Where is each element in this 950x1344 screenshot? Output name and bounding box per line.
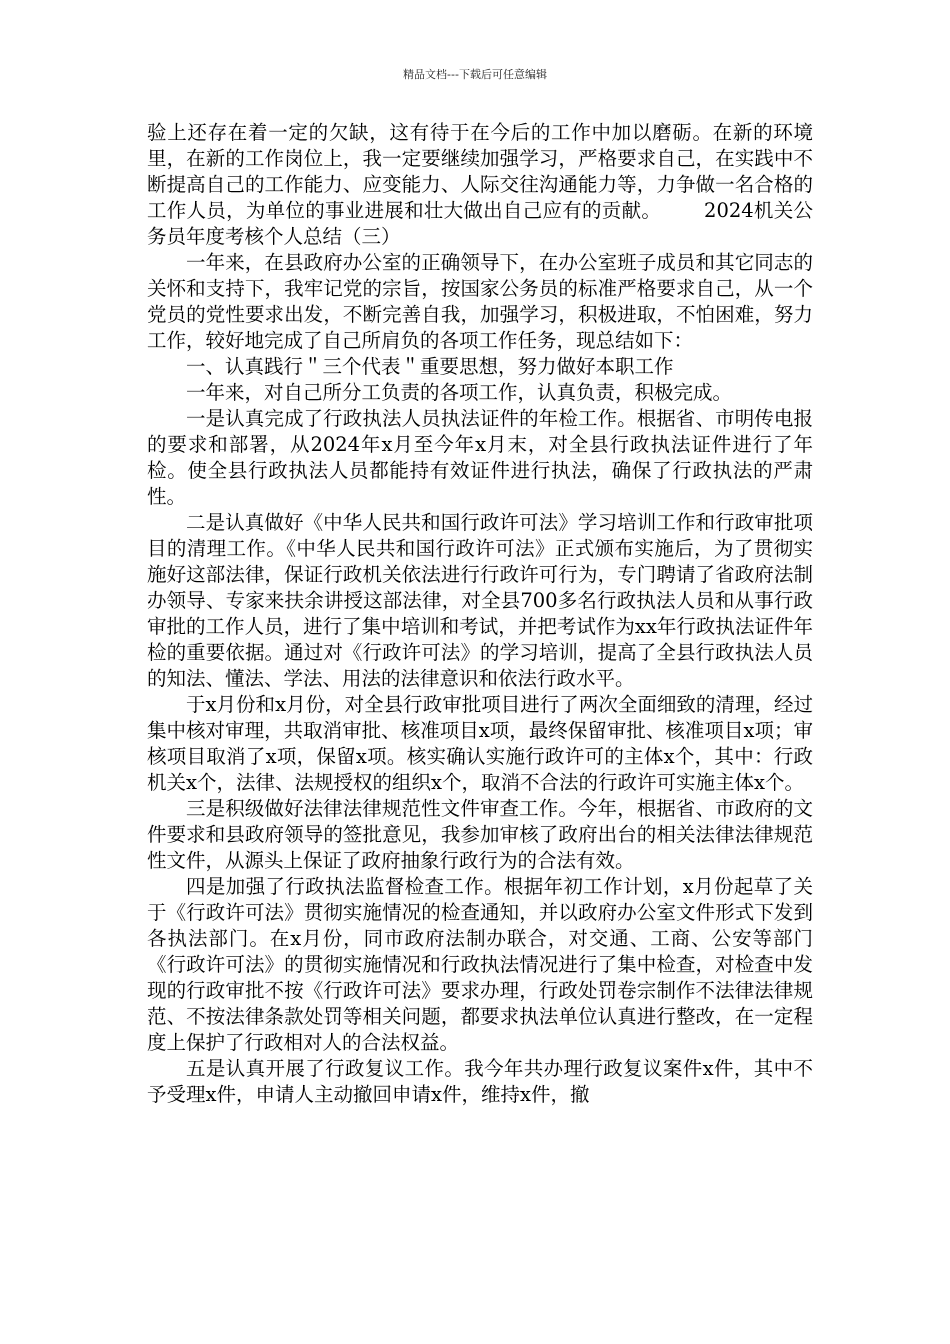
heading-1: 一、认真践行＂三个代表＂重要思想，努力做好本职工作 [186, 355, 674, 378]
paragraph-3: 一是认真完成了行政执法人员执法证件的年检工作。根据省、市明传电报的要求和部署，从2024年x月至今年x月末，对全县行政执法证件进行了年检。使全县行政执法人员都能持有效证件进行执法，确保了行政执法的严肃性。 [147, 407, 813, 508]
page-header: 精品文档---下载后可任意编辑 [403, 68, 547, 81]
paragraph-7: 四是加强了行政执法监督检查工作。根据年初工作计划，x月份起草了关于《行政许可法》贯彻实施情况的检查通知，并以政府办公室文件形式下发到各执法部门。在x月份，同市政府法制办联合，对交通、工商、公安等部门《行政许可法》的贯彻实施情况和行政执法情况进行了集中检查，对检查中发现的行政审批不按《行政许可法》要求办理，行政处罚卷宗制作不法律法律规范、不按法律条款处罚等相关问题，都要求执法单位认真进行整改，在一定程度上保护了行政相对人的合法权益。 [147, 875, 813, 1054]
paragraph-8: 五是认真开展了行政复议工作。我今年共办理行政复议案件x件，其中不予受理x件，申请人主动撤回申请x件，维持x件，撤 [147, 1057, 813, 1106]
section-title: 2024机关公务员年度考核个人总结（三） [147, 199, 813, 248]
intro-paragraph [147, 120, 813, 250]
paragraph-2: 一年来，对自己所分工负责的各项工作，认真负责，积极完成。 [186, 381, 733, 404]
intro-text: 验上还存在着一定的欠缺，这有待于在今后的工作中加以磨砺。在新的环境里，在新的工作岗位上，我一定要继续加强学习，严格要求自己，在实践中不断提高自己的工作能力、应变能力、人际交往沟通能力等，力争做一名合格的工作人员，为单位的事业进展和壮大做出自己应有的贡献。 [147, 121, 813, 222]
paragraph-1: 一年来，在县政府办公室的正确领导下，在办公室班子成员和其它同志的关怀和支持下，我牢记党的宗旨，按国家公务员的标准严格要求自己，从一个党员的党性要求出发，不断完善自我，加强学习，积极进取，不怕困难，努力工作，较好地完成了自己所肩负的各项工作任务，现总结如下： [147, 251, 813, 352]
paragraph-5: 于x月份和x月份，对全县行政审批项目进行了两次全面细致的清理，经过集中核对审理，共取消审批、核准项目x项，最终保留审批、核准项目x项；审核项目取消了x项，保留x项。核实确认实施行政许可的主体x个，其中：行政机关x个，法律、法规授权的组织x个，取消不合法的行政许可实施主体x个。 [147, 693, 813, 794]
paragraph-4: 二是认真做好《中华人民共和国行政许可法》学习培训工作和行政审批项目的清理工作。《中华人民共和国行政许可法》正式颁布实施后，为了贯彻实施好这部法律，保证行政机关依法进行行政许可行为，专门聘请了省政府法制办领导、专家来扶余讲授这部法律，对全县700多名行政执法人员和从事行政审批的工作人员，进行了集中培训和考试，并把考试作为xx年行政执法证件年检的重要依据。通过对《行政许可法》的学习培训，提高了全县行政执法人员的知法、懂法、学法、用法的法律意识和依法行政水平。 [147, 511, 813, 690]
paragraph-6: 三是积级做好法律法律规范性文件审查工作。今年，根据省、市政府的文件要求和县政府领导的签批意见，我参加审核了政府出台的相关法律法律规范性文件，从源头上保证了政府抽象行政行为的合法有效。 [147, 797, 813, 872]
document-body [147, 120, 813, 1108]
